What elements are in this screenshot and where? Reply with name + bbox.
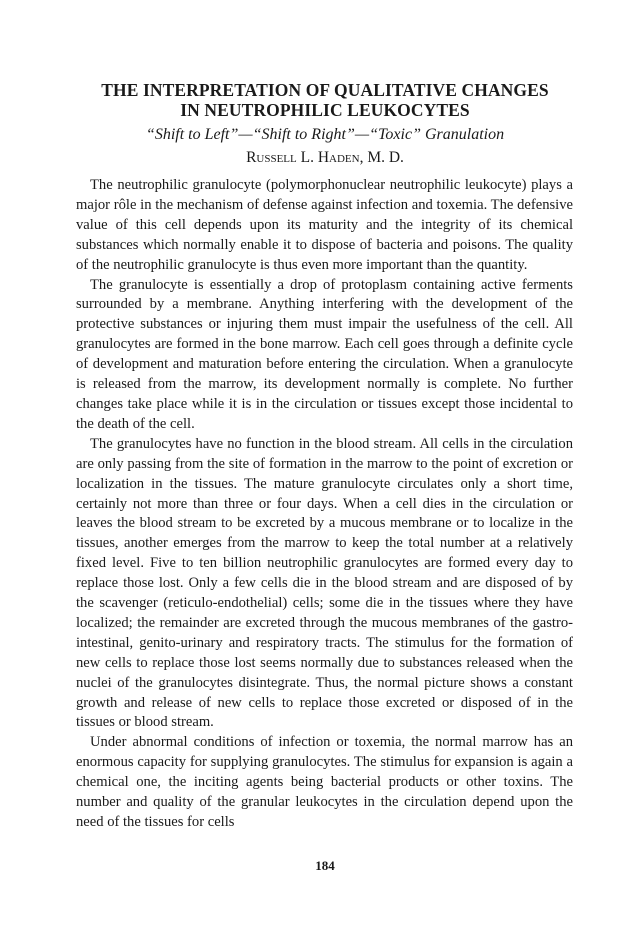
- paragraph-1: The neutrophilic granulocyte (polymorphonuclear neutrophilic leukocyte) plays a major rôle in the mechanism of defense against infection and toxemia. The defensive value of this cell depends upon its maturity and the integrity of its chemical substances which normally enable it to dispose of bacteria and poisons. The quality of the neutrophilic granulocyte is thus even more important than the quantity.: [76, 177, 573, 273]
- title-line-1: THE INTERPRETATION OF QUALITATIVE CHANGES: [101, 80, 549, 100]
- paragraph-3: The granulocytes have no function in the blood stream. All cells in the circulation are only passing from the site of formation in the marrow to the point of excretion or localization in the tissues. The mature granulocyte circulates only a short time, certainly not more than three or four days. When a cell dies in the circulation or leaves the blood stream to be excreted by a mucous membrane or to localize in the tissues, another emerges from the marrow to keep the total number at a relatively fixed level. Five to ten billion neutrophilic granulocytes are formed every day to replace those lost. Only a few cells die in the blood stream and are disposed of by the scavenger (reticulo-endothelial) cells; some die in the tissues where they have localized; the remainder are excreted through the mucous membranes of the gastro-intestinal, genito-urinary and respiratory tracts. The stimulus for the formation of new cells to replace those lost seems normally due to substances released when the nuclei of the granulocytes disintegrate. Thus, the normal picture shows a constant growth and release of new cells to replace those excreted or disposed of in the tissues or blood stream.: [76, 435, 573, 731]
- paragraph-2: The granulocyte is essentially a drop of protoplasm containing active ferments surrounded by a membrane. Anything interfering with the development of the protective substances or injuring them must impair the usefulness of the cell. All granulocytes are formed in the bone marrow. Each cell goes through a definite cycle of development and maturation before entering the circulation. When a granulocyte is released from the marrow, its development normally is complete. No further changes take place while it is in the circulation or tissues except those incidental to the death of the cell.: [76, 276, 573, 432]
- article-title: [60, 80, 590, 120]
- article-body: [76, 176, 573, 833]
- page-number: 184: [315, 858, 335, 873]
- author-byline: Russell L. Haden, M. D.: [246, 149, 404, 166]
- paragraph-4: Under abnormal conditions of infection or toxemia, the normal marrow has an enormous capacity for supplying granulocytes. The stimulus for expansion is again a chemical one, the inciting agents being bacterial products or other toxins. The number and quality of the granular leukocytes in the circulation depend upon the need of the tissues for cells: [76, 734, 573, 830]
- article-subtitle: “Shift to Left”—“Shift to Right”—“Toxic” Granulation: [145, 126, 505, 143]
- title-line-2: IN NEUTROPHILIC LEUKOCYTES: [180, 100, 470, 120]
